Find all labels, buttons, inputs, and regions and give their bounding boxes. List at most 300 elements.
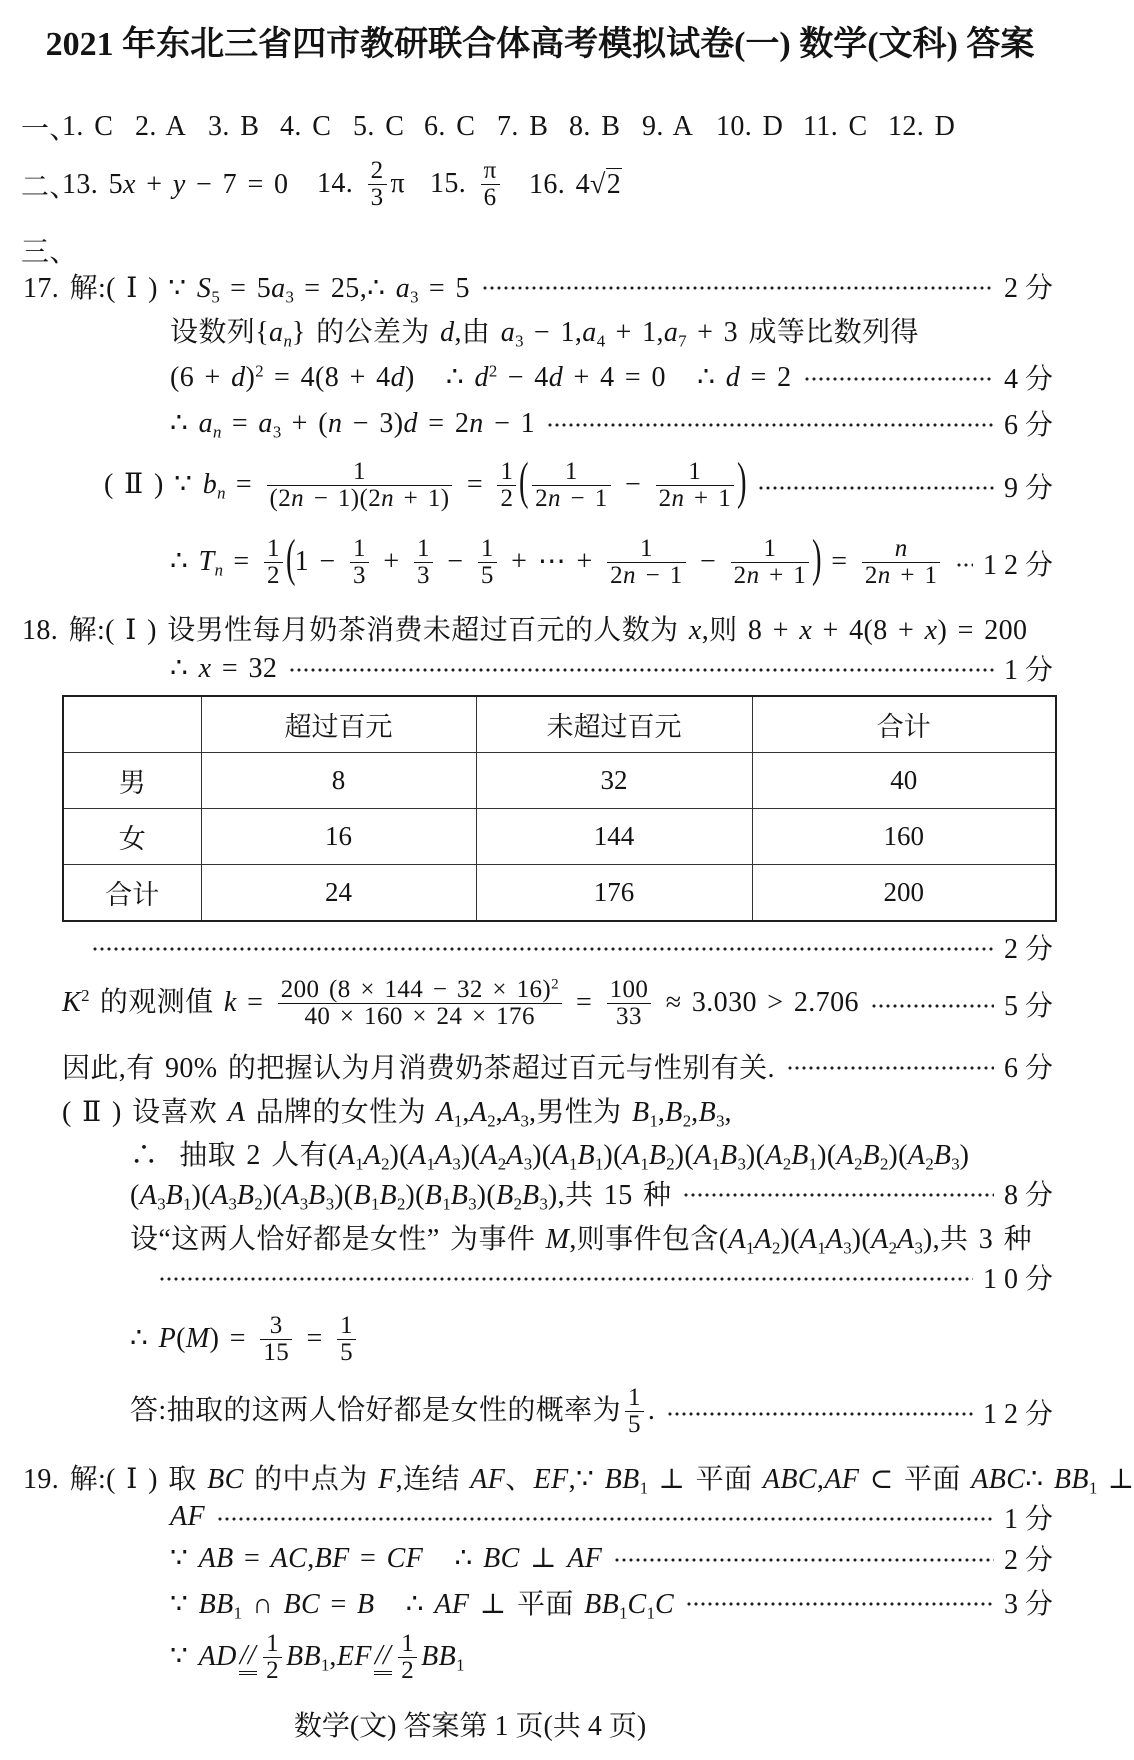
subscript: 1 — [426, 1154, 435, 1174]
text-run: = — [820, 545, 858, 577]
math-variable: A — [227, 1097, 246, 1128]
text-run: (6 + — [170, 362, 232, 393]
text-run: ,由 — [454, 317, 501, 348]
text-run: )( — [389, 1140, 409, 1171]
math-variable: A — [836, 1140, 855, 1171]
math-variable: a — [271, 273, 286, 304]
square-root — [590, 168, 622, 200]
fraction-denominator — [263, 1658, 282, 1684]
fraction-denominator — [731, 563, 810, 589]
text-run: 的观测值 — [89, 986, 224, 1018]
text-run: )( — [476, 1180, 497, 1211]
math-variable: B — [933, 1140, 952, 1171]
text-run: + — [135, 169, 173, 200]
math-variable: b — [202, 468, 218, 500]
text-run: 1 − — [294, 545, 347, 577]
table-row-label: 男 — [63, 753, 201, 809]
subscript: 2 — [854, 1154, 863, 1174]
text-run: 1 — [416, 534, 430, 562]
math-variable: F — [378, 1464, 396, 1495]
math-variable: a — [258, 408, 273, 439]
subscript: 3 — [325, 1194, 335, 1214]
text-run: = 2 — [740, 362, 792, 393]
section-2-fill-in — [21, 153, 1061, 217]
fraction-numerator — [497, 459, 516, 485]
math-variable: x — [198, 653, 212, 684]
fraction — [264, 536, 283, 589]
q18-line-1 — [22, 608, 1027, 648]
math-variable: x — [123, 169, 136, 200]
text-run: + 1, — [605, 317, 664, 348]
math-variable: AD — [198, 1640, 237, 1672]
text-run: 2 — [267, 561, 280, 589]
text-run: 的中点为 — [243, 1464, 379, 1495]
fraction-numerator — [398, 1631, 417, 1657]
math-variable: A — [469, 1097, 488, 1128]
math-variable: EF — [336, 1640, 372, 1672]
fraction — [478, 536, 497, 589]
math-variable: n — [327, 408, 343, 439]
math-variable: B — [308, 1180, 326, 1211]
text-run: 5 — [340, 1338, 354, 1366]
math-variable: ABC — [762, 1464, 817, 1495]
math-variable: A — [825, 1224, 844, 1255]
text-run: ∴ — [130, 1322, 159, 1354]
radical-sign: √ — [590, 169, 606, 200]
line-content — [62, 1090, 732, 1130]
math-variable: B — [791, 1140, 809, 1171]
text-run: } 的公差为 — [291, 317, 441, 348]
leader-dots — [956, 562, 973, 568]
text-run: 3 — [370, 183, 384, 211]
leader-dots — [871, 1003, 994, 1009]
subscript: 1 — [640, 1154, 649, 1174]
line-content — [130, 1133, 969, 1173]
text-run: )( — [888, 1140, 908, 1171]
text-run: )( — [817, 1140, 837, 1171]
fraction-denominator — [414, 563, 433, 589]
q19-line-5 — [170, 1626, 465, 1690]
q19-line-2 — [170, 1497, 1060, 1537]
table-cell: 8 — [201, 753, 476, 809]
text-run: 2 — [535, 484, 548, 512]
subscript: 4 — [596, 331, 606, 351]
answer-item: 12. D — [888, 111, 956, 142]
answer-item — [317, 153, 405, 217]
math-variable: B — [698, 1097, 717, 1128]
text-run: + 1 — [684, 484, 732, 512]
text-run: 1 — [564, 457, 578, 485]
line-content — [130, 1311, 360, 1367]
subscript: 2 — [381, 1154, 390, 1174]
fraction — [497, 459, 516, 512]
text-run: ⊥ — [1097, 1464, 1134, 1495]
score-label: 12分 — [982, 550, 1060, 581]
fraction-numerator — [368, 158, 387, 184]
q17-line-2 — [170, 310, 919, 350]
fraction-numerator — [607, 977, 652, 1003]
subscript: 2 — [497, 1154, 507, 1174]
subscript: 3 — [157, 1194, 166, 1214]
fraction — [731, 536, 810, 589]
subscript: 3 — [272, 422, 282, 442]
contingency-table — [62, 695, 1057, 922]
fraction-denominator — [398, 1658, 417, 1684]
fraction-denominator — [497, 486, 516, 512]
subscript: 3 — [523, 1154, 533, 1174]
math-variable: BB — [198, 1589, 234, 1620]
text-run: + 1 — [759, 561, 807, 589]
subscript: 1 — [233, 1603, 243, 1623]
text-run: 1 — [353, 534, 366, 562]
fraction — [532, 459, 611, 512]
fraction-numerator — [267, 1313, 286, 1339]
math-variable: A — [363, 1140, 382, 1171]
math-variable: B — [353, 1180, 372, 1211]
fraction — [368, 158, 387, 211]
fraction — [267, 459, 453, 512]
text-run: 品牌的女性为 — [245, 1097, 437, 1128]
text-run: ⊂ 平面 — [859, 1464, 972, 1495]
fraction-numerator — [481, 158, 500, 184]
text-run: − 3) — [342, 408, 404, 439]
answer-item — [430, 153, 504, 217]
text-run: , — [691, 1097, 699, 1128]
answer-item: 2. A — [135, 111, 187, 142]
math-variable: A — [139, 1180, 158, 1211]
subscript: 2 — [771, 1238, 781, 1258]
table-cell: 24 — [201, 865, 476, 922]
math-variable: n — [894, 534, 908, 562]
table-cell: 16 — [201, 809, 476, 865]
text-run: 18. 解:( Ⅰ ) 设男性每月奶茶消费未超过百元的人数为 — [22, 615, 689, 646]
math-variable: A — [436, 1097, 454, 1128]
text-run: ∴ — [1025, 1464, 1054, 1495]
leader-dots — [547, 422, 994, 428]
text-run: 2 — [658, 484, 672, 512]
math-variable: y — [172, 169, 186, 200]
text-run: 3 — [416, 561, 430, 589]
text-run: 答:抽取的这两人恰好都是女性的概率为 — [130, 1394, 621, 1426]
text-run: 1 — [266, 1629, 280, 1657]
math-variable: d — [725, 362, 741, 393]
math-variable: n — [291, 484, 305, 512]
text-run: )( — [674, 1140, 695, 1171]
text-run: = — [221, 408, 259, 439]
text-run: , — [724, 1097, 732, 1128]
math-variable: A — [765, 1140, 783, 1171]
math-variable: a — [663, 317, 679, 348]
score-label: 5分 — [1003, 991, 1060, 1022]
math-variable: x — [924, 615, 938, 646]
math-variable: CF — [386, 1543, 424, 1574]
answer-item: 9. A — [642, 111, 694, 142]
table-cell: 40 — [752, 753, 1056, 809]
table-header-cell: 合计 — [752, 696, 1056, 753]
text-run: = — [456, 468, 494, 500]
text-run: ∵ — [170, 1589, 199, 1620]
subscript: 2 — [487, 1111, 496, 1131]
text-run: , — [307, 1543, 315, 1574]
text-run: + 1 — [890, 561, 938, 589]
math-variable: B — [862, 1140, 881, 1171]
math-variable: A — [907, 1140, 926, 1171]
page-footer: 数学(文) 答案第 1 页(共 4 页) — [293, 1711, 647, 1742]
superscript: 2 — [255, 361, 264, 381]
answer-14 — [317, 156, 406, 212]
text-run: 40 × 160 × 24 × 176 — [304, 1002, 535, 1030]
fraction-denominator — [368, 185, 387, 211]
text-run: π — [390, 167, 406, 199]
math-variable: A — [211, 1180, 229, 1211]
text-run: 5 — [480, 561, 494, 589]
line-content — [23, 1457, 1134, 1497]
fraction-numerator — [278, 977, 562, 1003]
text-run: )( — [603, 1140, 623, 1171]
math-variable: B — [521, 1180, 540, 1211]
math-variable: a — [198, 408, 214, 439]
subscript: 1 — [808, 1154, 818, 1174]
q19-line-3 — [170, 1538, 1060, 1578]
fraction-numerator — [264, 536, 283, 562]
subscript: 1 — [569, 1154, 578, 1174]
subscript: 3 — [468, 1194, 477, 1214]
fraction — [337, 1313, 356, 1366]
text-run: + 4(8 + — [812, 615, 925, 646]
answer-item: 1. C — [62, 111, 114, 142]
math-variable: A — [337, 1140, 356, 1171]
math-variable: BB — [584, 1589, 620, 1620]
text-run: ∵ — [170, 1543, 199, 1574]
math-variable: C — [655, 1589, 675, 1620]
answer-item: 11. C — [803, 111, 868, 142]
subscript: 3 — [539, 1194, 548, 1214]
text-run: 1 — [500, 457, 514, 485]
text-run: + ( — [281, 408, 328, 439]
math-variable: ABC — [971, 1464, 1026, 1495]
text-run: 1 — [639, 534, 653, 562]
subscript: 1 — [1088, 1478, 1098, 1498]
text-run: + 4 = 0 ∴ — [563, 362, 726, 393]
text-run: ) — [959, 1140, 970, 1171]
leader-dots — [614, 1557, 994, 1563]
math-variable: A — [694, 1140, 712, 1171]
math-variable: BB — [1053, 1464, 1089, 1495]
text-run: π — [483, 156, 497, 184]
math-variable: A — [799, 1224, 818, 1255]
table-header-cell — [63, 696, 201, 753]
text-run: , — [816, 1464, 825, 1495]
line-content — [130, 1383, 656, 1439]
math-variable: n — [547, 484, 561, 512]
text-run: ) ∴ — [404, 362, 475, 393]
text-run: 200 (8 × 144 − 32 × 16) — [280, 975, 552, 1003]
fraction-denominator — [301, 1004, 537, 1030]
math-variable: BF — [314, 1543, 350, 1574]
fraction — [607, 977, 652, 1030]
line-content — [130, 1217, 1032, 1257]
text-run: ∴ — [170, 545, 199, 577]
math-variable: A — [282, 1180, 300, 1211]
score-label: 8分 — [1003, 1180, 1060, 1211]
math-variable: A — [434, 1140, 453, 1171]
leader-dots — [92, 946, 994, 952]
fraction-denominator — [267, 486, 453, 512]
fraction-numerator — [350, 536, 369, 562]
text-run: ),共 3 种 — [922, 1224, 1032, 1255]
math-variable: x — [799, 615, 813, 646]
answer-item — [529, 153, 622, 217]
subscript: 1 — [442, 1194, 451, 1214]
score-label: 2分 — [1003, 273, 1060, 304]
leader-dots — [217, 1516, 994, 1522]
math-variable: C — [627, 1589, 647, 1620]
subscript: 2 — [782, 1154, 792, 1174]
q17-line-1 — [23, 266, 1060, 307]
score-label: 6分 — [1003, 1053, 1060, 1084]
big-right-paren: ) — [737, 453, 747, 510]
text-run: 2 — [500, 484, 514, 512]
text-run: = — [225, 468, 263, 500]
answer-item: 7. B — [497, 111, 549, 142]
score-label: 1分 — [1003, 1504, 1060, 1535]
text-run: 2 — [610, 561, 624, 589]
text-run: 1 — [627, 1383, 641, 1411]
subscript: 3 — [410, 287, 419, 307]
line-content — [170, 1582, 674, 1622]
subscript: 1 — [355, 1154, 364, 1174]
text-run: )( — [405, 1180, 425, 1211]
math-variable: n — [877, 561, 891, 589]
answer-item: 3. B — [208, 111, 260, 142]
fraction-denominator — [264, 563, 283, 589]
subscript: 1 — [321, 1654, 330, 1674]
subscript: 7 — [678, 331, 687, 351]
answer-item: 6. C — [424, 111, 476, 142]
text-run: = — [565, 986, 603, 1018]
text-run: 2 — [864, 561, 878, 589]
table-cell: 32 — [476, 753, 752, 809]
math-variable: B — [450, 1180, 469, 1211]
leader-dots — [482, 285, 994, 291]
math-variable: B — [379, 1180, 397, 1211]
table-row — [63, 753, 1056, 809]
q18-line-10 — [147, 1257, 1060, 1297]
math-variable: B — [424, 1180, 443, 1211]
math-variable: n — [381, 484, 395, 512]
math-variable: B — [648, 1140, 667, 1171]
text-run: 13. 5 — [62, 169, 123, 200]
table-row — [63, 809, 1056, 865]
text-run: ∩ — [242, 1589, 284, 1620]
text-run: 19. 解:( Ⅰ ) 取 — [23, 1464, 208, 1495]
text-run: − 1, — [523, 317, 583, 348]
subscript: 3 — [914, 1238, 923, 1258]
text-run: − 7 = 0 — [185, 169, 289, 200]
fraction — [414, 536, 433, 589]
fraction-denominator — [478, 563, 497, 589]
math-variable: AF — [567, 1543, 603, 1574]
math-variable: BC — [283, 1589, 321, 1620]
fraction — [350, 536, 369, 589]
text-run: ⊥ 平面 — [469, 1589, 585, 1620]
text-run: 1 — [480, 534, 494, 562]
text-run: ∵ — [170, 1640, 199, 1672]
section-1-label: 一、 — [21, 114, 78, 145]
subscript: 1 — [456, 1654, 465, 1674]
text-run: 15 — [263, 1338, 290, 1366]
leader-dots — [758, 485, 994, 491]
subscript: 3 — [452, 1154, 461, 1174]
leader-dots — [667, 1411, 973, 1417]
text-run: 1 — [401, 1629, 415, 1657]
radicand: 2 — [606, 169, 622, 200]
leader-dots — [159, 1276, 973, 1282]
text-run: 1 — [688, 457, 702, 485]
text-run: )( — [460, 1140, 481, 1171]
fraction-numerator — [892, 536, 911, 562]
text-run: 100 — [609, 975, 649, 1003]
fraction-numerator — [350, 459, 369, 485]
table-row — [63, 865, 1056, 922]
fraction-denominator — [350, 563, 369, 589]
subscript: 2 — [888, 1238, 897, 1258]
text-run: = — [223, 545, 260, 577]
math-variable: A — [754, 1224, 772, 1255]
fraction-numerator — [263, 1631, 282, 1657]
q17-line-6 — [170, 530, 1060, 595]
q18-line-11 — [130, 1308, 360, 1372]
table-header-cell: 未超过百元 — [476, 696, 752, 753]
math-variable: BB — [421, 1640, 457, 1672]
text-run: 设“这两人恰好都是女性” 为事件 — [130, 1224, 546, 1255]
text-run: 2 — [370, 156, 384, 184]
math-variable: d — [403, 408, 418, 439]
answer-16 — [529, 169, 622, 201]
text-run: ,∵ — [568, 1464, 605, 1495]
math-variable: M — [185, 1322, 210, 1354]
math-variable: n — [469, 408, 484, 439]
text-run: ,男性为 — [528, 1097, 632, 1128]
leader-dots — [787, 1065, 994, 1071]
table-cell: 200 — [752, 865, 1056, 922]
text-run: 15. — [430, 167, 477, 199]
text-run: 17. 解:( Ⅰ ) ∵ — [23, 273, 197, 304]
math-variable: BB — [604, 1464, 640, 1495]
answer-item: 8. B — [569, 111, 621, 142]
big-left-paren: ( — [285, 530, 296, 587]
math-variable: AF — [824, 1464, 860, 1495]
text-run: = — [349, 1543, 387, 1574]
fraction-denominator — [607, 563, 686, 589]
line-content — [170, 406, 535, 440]
text-run: )( — [262, 1180, 283, 1211]
math-variable: A — [871, 1224, 889, 1255]
table-header-row — [63, 696, 1056, 753]
math-variable: S — [196, 273, 212, 304]
answer-13 — [62, 169, 288, 201]
text-run: 1 — [267, 534, 280, 562]
text-run: = 32 — [211, 653, 278, 684]
text-run: ≈ 3.030 > 2.706 — [655, 986, 859, 1018]
math-variable: AC — [270, 1543, 308, 1574]
fraction — [481, 158, 500, 211]
math-variable: EF — [533, 1464, 569, 1495]
math-variable: d — [474, 362, 489, 393]
fraction-numerator — [625, 1385, 644, 1411]
text-run: ∴ — [170, 408, 199, 439]
fraction — [278, 977, 562, 1030]
